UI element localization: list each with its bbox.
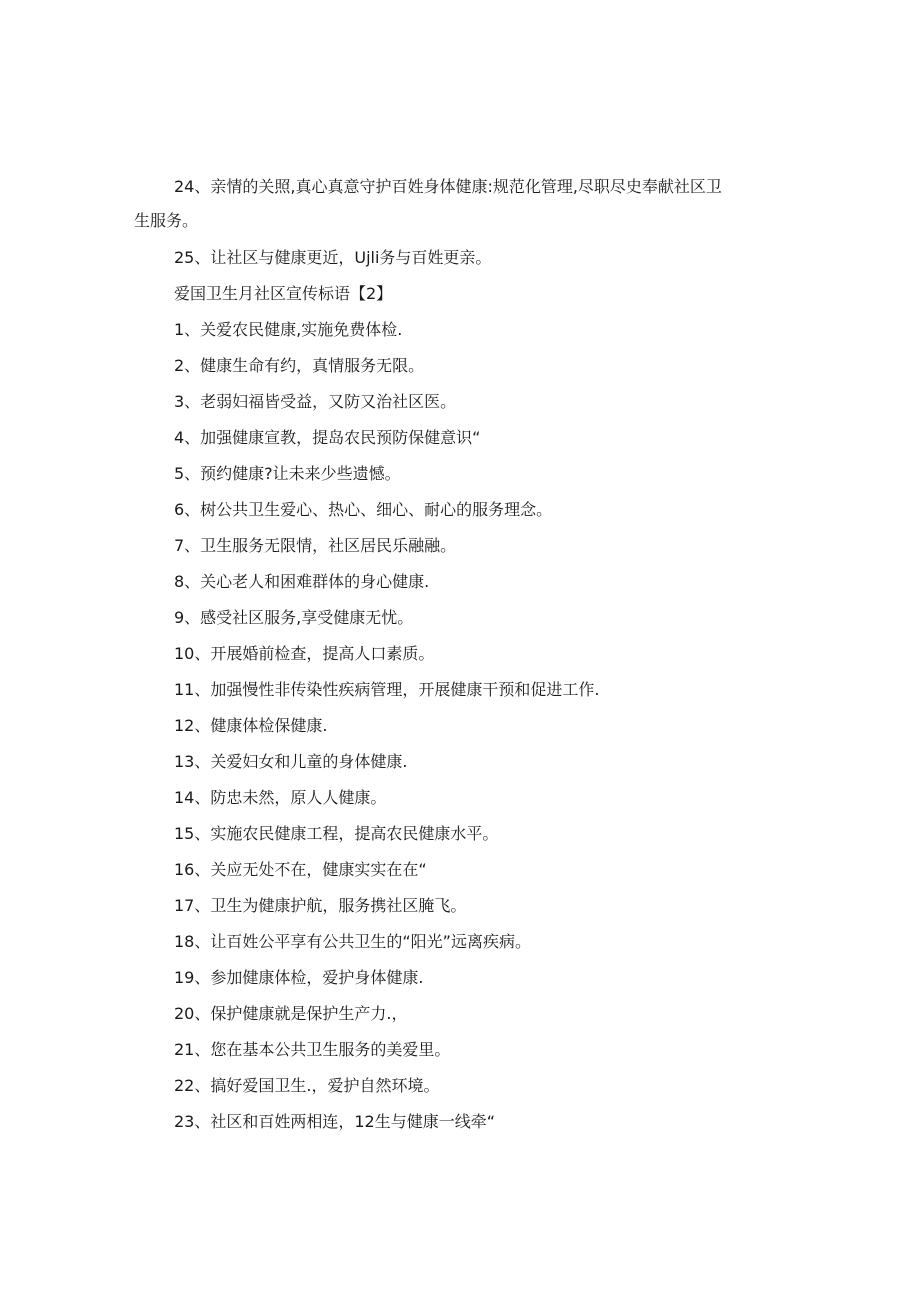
slogan-item: 10、开展婚前检查，提高人口素质。 <box>174 644 435 663</box>
slogan-item: 11、加强慢性非传染性疾病管理，开展健康干预和促进工作. <box>174 680 600 699</box>
slogan-item: 5、预约健康?让未来少些遗憾。 <box>174 464 401 483</box>
slogan-item: 7、卫生服务无限情，社区居民乐融融。 <box>174 536 457 555</box>
slogan-item: 14、防忠未然，原人人健康。 <box>174 788 387 807</box>
slogan-item: 6、树公共卫生爱心、热心、细心、耐心的服务理念。 <box>174 500 553 519</box>
slogan-item: 8、关心老人和困难群体的身心健康. <box>174 572 430 591</box>
document-body <box>134 170 734 1140</box>
slogan-item: 22、搞好爱国卫生.，爱护自然环境。 <box>174 1076 440 1095</box>
slogan-item: 2、健康生命有约，真情服务无限。 <box>174 356 425 375</box>
slogan-item: 17、卫生为健康护航，服务携社区腌飞。 <box>174 896 467 915</box>
slogan-item: 19、参加健康体检，爱护身体健康. <box>174 968 424 987</box>
paragraph-25: 25、让社区与健康更近，Ujli务与百姓更亲。 <box>174 248 492 267</box>
slogan-item: 1、关爱农民健康,实施免费体检. <box>174 320 403 339</box>
slogan-item: 3、老弱妇福皆受益，又防又治社区医。 <box>174 392 457 411</box>
slogan-item: 21、您在基本公共卫生服务的美爱里。 <box>174 1040 451 1059</box>
slogan-item: 12、健康体检保健康. <box>174 716 328 735</box>
slogan-item: 15、实施农民健康工程，提高农民健康水平。 <box>174 824 499 843</box>
slogan-item: 18、让百姓公平享有公共卫生的“阳光”远离疾病。 <box>174 932 531 951</box>
slogan-item: 23、社区和百姓两相连，12生与健康一线牵“ <box>174 1112 496 1131</box>
slogan-item: 20、保护健康就是保护生产力.， <box>174 1004 408 1023</box>
slogan-item: 13、关爱妇女和儿童的身体健康. <box>174 752 408 771</box>
slogan-item: 16、关应无处不在，健康实实在在“ <box>174 860 427 879</box>
slogan-item: 4、加强健康宣教，提岛农民预防保健意识“ <box>174 428 481 447</box>
section-heading: 爱国卫生月社区宣传标语【2】 <box>174 284 393 303</box>
paragraph-24: 24、亲情的关照,真心真意守护百姓身体健康:规范化管理,尽职尽史奉献社区卫生服务。 <box>134 177 722 230</box>
slogan-item: 9、感受社区服务,享受健康无忧。 <box>174 608 414 627</box>
